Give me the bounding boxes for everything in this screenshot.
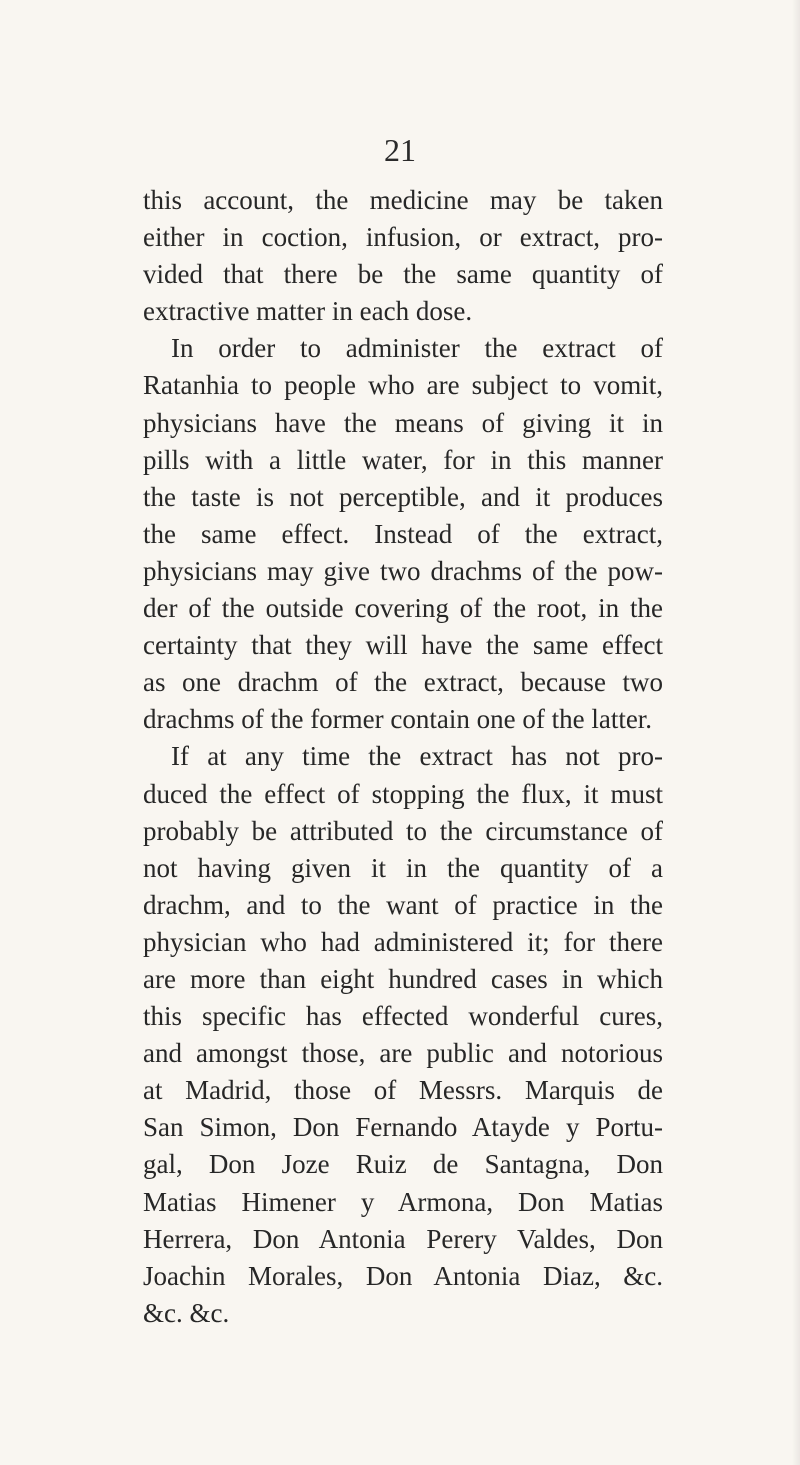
text-line: Joachin Morales, Don Antonia Diaz, &c. bbox=[143, 1260, 663, 1291]
text-line: In order to administer the extract of bbox=[171, 333, 663, 364]
text-line: physicians may give two drachms of the pow- bbox=[143, 555, 663, 586]
text-line: pills with a little water, for in this manner bbox=[143, 444, 663, 475]
text-line: at Madrid, those of Messrs. Marquis de bbox=[143, 1075, 663, 1106]
text-line: Herrera, Don Antonia Perery Valdes, Don bbox=[143, 1223, 663, 1254]
text-line: this account, the medicine may be taken bbox=[143, 185, 663, 215]
text-line: If at any time the extract has not pro- bbox=[171, 741, 663, 772]
text-line: probably be attributed to the circumstance of bbox=[143, 815, 663, 846]
text-line: Ratanhia to people who are subject to vomit, bbox=[143, 370, 663, 401]
text-line: either in coction, infusion, or extract, pro- bbox=[143, 222, 663, 253]
text-line: are more than eight hundred cases in which bbox=[143, 963, 663, 994]
text-line: certainty that they will have the same effect bbox=[143, 630, 663, 661]
page-edge-shadow bbox=[792, 0, 800, 1465]
text-line: Matias Himener y Armona, Don Matias bbox=[143, 1186, 663, 1217]
text-line: the same effect. Instead of the extract, bbox=[143, 518, 663, 549]
text-line: der of the outside covering of the root, in the bbox=[143, 593, 663, 624]
body-text bbox=[143, 182, 663, 1332]
text-line: physicians have the means of giving it in bbox=[143, 407, 663, 438]
text-line: physician who had administered it; for there bbox=[143, 926, 663, 957]
text-line: as one drachm of the extract, because two bbox=[143, 667, 663, 698]
text-line: and amongst those, are public and notorious bbox=[143, 1038, 663, 1069]
text-line: drachm, and to the want of practice in the bbox=[143, 889, 663, 920]
text-line: drachms of the former contain one of the latter. bbox=[143, 704, 653, 735]
text-line: the taste is not perceptible, and it produces bbox=[143, 481, 663, 512]
text-line: vided that there be the same quantity of bbox=[143, 259, 663, 290]
text-line: San Simon, Don Fernando Atayde y Portu- bbox=[143, 1112, 663, 1143]
text-line: extractive matter in each dose. bbox=[143, 296, 473, 327]
text-line: duced the effect of stopping the flux, it must bbox=[143, 778, 663, 809]
text-line: &c. &c. bbox=[143, 1297, 230, 1328]
text-line: not having given it in the quantity of a bbox=[143, 852, 663, 883]
text-line: this specific has effected wonderful cures, bbox=[143, 1001, 663, 1032]
page-number: 21 bbox=[384, 132, 416, 168]
text-line: gal, Don Joze Ruiz de Santagna, Don bbox=[143, 1149, 663, 1180]
